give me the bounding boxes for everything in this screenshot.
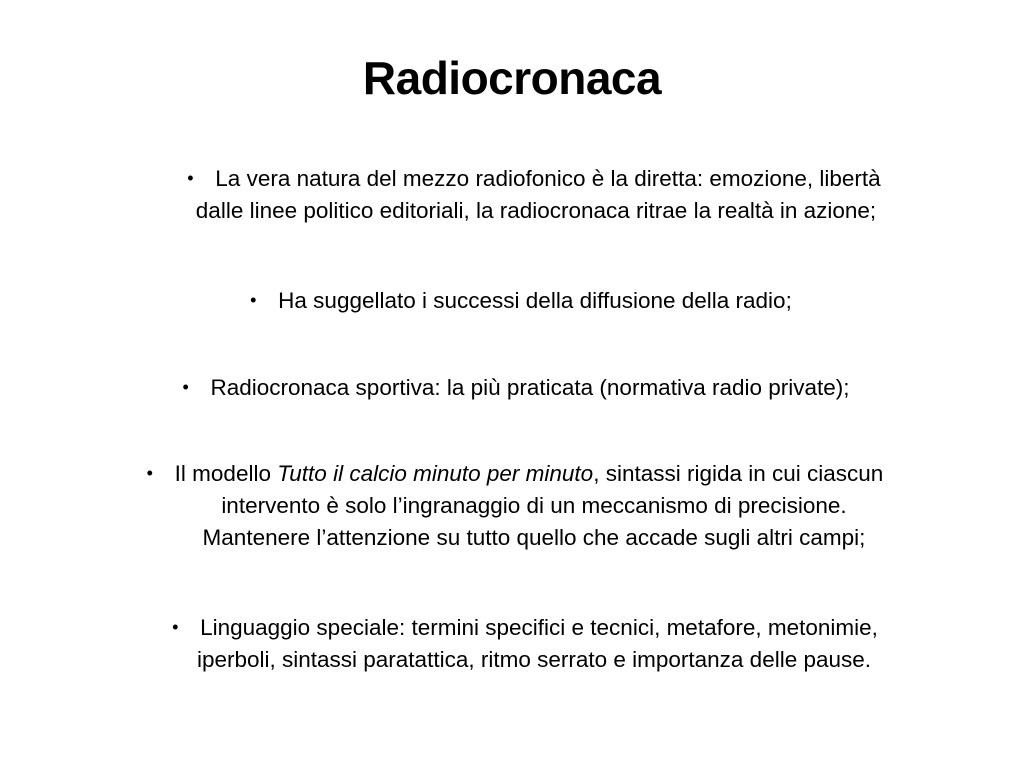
bullet-item: [0, 371, 1024, 404]
bullet-item: [0, 162, 1024, 227]
bullet-line: [0, 284, 1024, 317]
bullet-dot-icon: •: [250, 290, 257, 310]
bullet-text: La vera natura del mezzo radiofonico è la diretta: emozione, libertà: [215, 166, 881, 191]
bullet-item: [0, 611, 1024, 676]
bullet-line: [0, 162, 1024, 195]
bullet-line: [0, 611, 1024, 644]
bullet-item: [0, 284, 1024, 317]
bullet-line: intervento è solo l’ingranaggio di un meccanismo di precisione.: [221, 493, 847, 518]
bullet-dot-icon: •: [146, 463, 153, 483]
bullet-dot-icon: •: [172, 617, 179, 637]
bullet-dot-icon: •: [182, 377, 189, 397]
bullet-text-suffix: , sintassi rigida in cui ciascun: [593, 461, 884, 486]
bullet-dot-icon: •: [187, 168, 194, 188]
bullet-item: [0, 457, 1024, 554]
bullet-text: Radiocronaca sportiva: la più praticata (normativa radio private);: [210, 375, 850, 400]
bullet-line: [0, 457, 1024, 490]
bullet-text: Ha suggellato i successi della diffusione della radio;: [278, 288, 792, 313]
program-title: Tutto il calcio minuto per minuto: [277, 461, 594, 486]
bullet-line: [0, 371, 1024, 404]
bullet-line: Mantenere l’attenzione su tutto quello che accade sugli altri campi;: [202, 525, 866, 550]
bullet-text-prefix: Il modello: [174, 461, 278, 486]
slide-title: Radiocronaca: [362, 52, 662, 104]
bullet-text: Linguaggio speciale: termini specifici e tecnici, metafore, metonimie,: [200, 615, 878, 640]
bullet-line: iperboli, sintassi paratattica, ritmo serrato e importanza delle pause.: [196, 647, 872, 672]
bullet-line: dalle linee politico editoriali, la radiocronaca ritrae la realtà in azione;: [195, 198, 877, 223]
